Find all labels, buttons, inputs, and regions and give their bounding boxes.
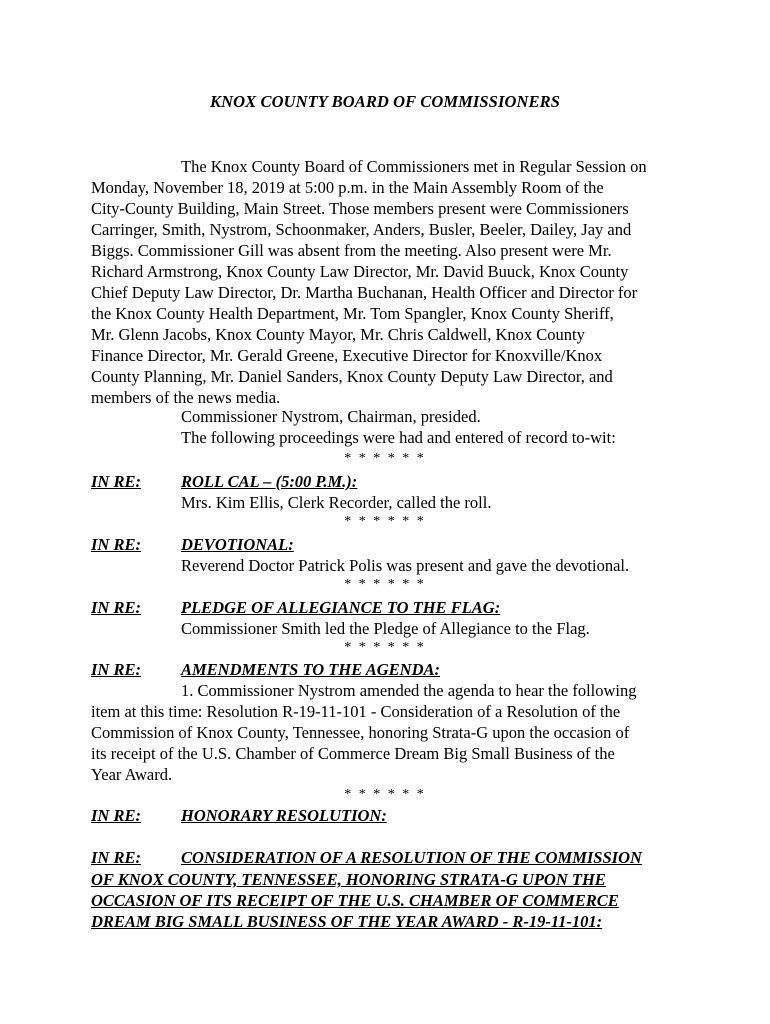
proceedings-line: The following proceedings were had and entered of record to-wit: [181,428,616,447]
section-text-roll-call: Mrs. Kim Ellis, Clerk Recorder, called the roll. [181,493,492,512]
separator: * * * * * * [344,640,426,655]
presided-line: Commissioner Nystrom, Chairman, presided. [181,407,481,426]
intro-line: Chief Deputy Law Director, Dr. Martha Buchanan, Health Officer and Director for [91,283,638,302]
section-heading-consideration: OCCASION OF ITS RECEIPT OF THE U.S. CHAMBER OF COMMERCE [91,891,619,910]
intro-line: Carringer, Smith, Nystrom, Schoonmaker, Anders, Busler, Beeler, Dailey, Jay and [91,220,632,239]
section-text-amendments: Year Award. [91,765,173,784]
intro-line: Monday, November 18, 2019 at 5:00 p.m. in the Main Assembly Room of the [91,178,604,197]
intro-line: Biggs. Commissioner Gill was absent from the meeting. Also present were Mr. [91,241,612,260]
section-heading-pledge: PLEDGE OF ALLEGIANCE TO THE FLAG: [181,598,501,617]
section-text-pledge: Commissioner Smith led the Pledge of Allegiance to the Flag. [181,619,590,638]
in-re-label: IN RE: [91,848,141,867]
separator: * * * * * * [344,514,426,529]
document-title: KNOX COUNTY BOARD OF COMMISSIONERS [210,92,560,111]
section-text-devotional: Reverend Doctor Patrick Polis was present and gave the devotional. [181,556,630,575]
section-heading-consideration: CONSIDERATION OF A RESOLUTION OF THE COMMISSION [181,848,642,867]
intro-line: City-County Building, Main Street. Those members present were Commissioners [91,199,629,218]
section-text-amendments: 1. Commissioner Nystrom amended the agenda to hear the following [181,681,637,700]
section-heading-roll-call: ROLL CAL – (5:00 P.M.): [181,472,358,491]
in-re-label: IN RE: [91,598,141,617]
section-heading-consideration: OF KNOX COUNTY, TENNESSEE, HONORING STRATA-G UPON THE [91,870,606,889]
intro-line: The Knox County Board of Commissioners met in Regular Session on [181,157,647,176]
in-re-label: IN RE: [91,806,141,825]
separator: * * * * * * [344,787,426,802]
separator: * * * * * * [344,451,426,466]
in-re-label: IN RE: [91,472,141,491]
intro-line: County Planning, Mr. Daniel Sanders, Knox County Deputy Law Director, and [91,367,613,386]
in-re-label: IN RE: [91,535,141,554]
separator: * * * * * * [344,577,426,592]
section-text-amendments: item at this time: Resolution R-19-11-101 - Consideration of a Resolution of the [91,702,621,721]
intro-line: Finance Director, Mr. Gerald Greene, Executive Director for Knoxville/Knox [91,346,603,365]
section-heading-honorary: HONORARY RESOLUTION: [181,806,387,825]
intro-line: the Knox County Health Department, Mr. Tom Spangler, Knox County Sheriff, [91,304,614,323]
section-heading-devotional: DEVOTIONAL: [181,535,294,554]
section-heading-amendments: AMENDMENTS TO THE AGENDA: [181,660,440,679]
intro-line: Richard Armstrong, Knox County Law Director, Mr. David Buuck, Knox County [91,262,629,281]
section-text-amendments: Commission of Knox County, Tennessee, honoring Strata-G upon the occasion of [91,723,630,742]
intro-line: Mr. Glenn Jacobs, Knox County Mayor, Mr. Chris Caldwell, Knox County [91,325,585,344]
section-text-amendments: its receipt of the U.S. Chamber of Commerce Dream Big Small Business of the [91,744,615,763]
in-re-label: IN RE: [91,660,141,679]
intro-line: members of the news media. [91,388,281,407]
section-heading-consideration: DREAM BIG SMALL BUSINESS OF THE YEAR AWARD - R-19-11-101: [91,912,603,931]
